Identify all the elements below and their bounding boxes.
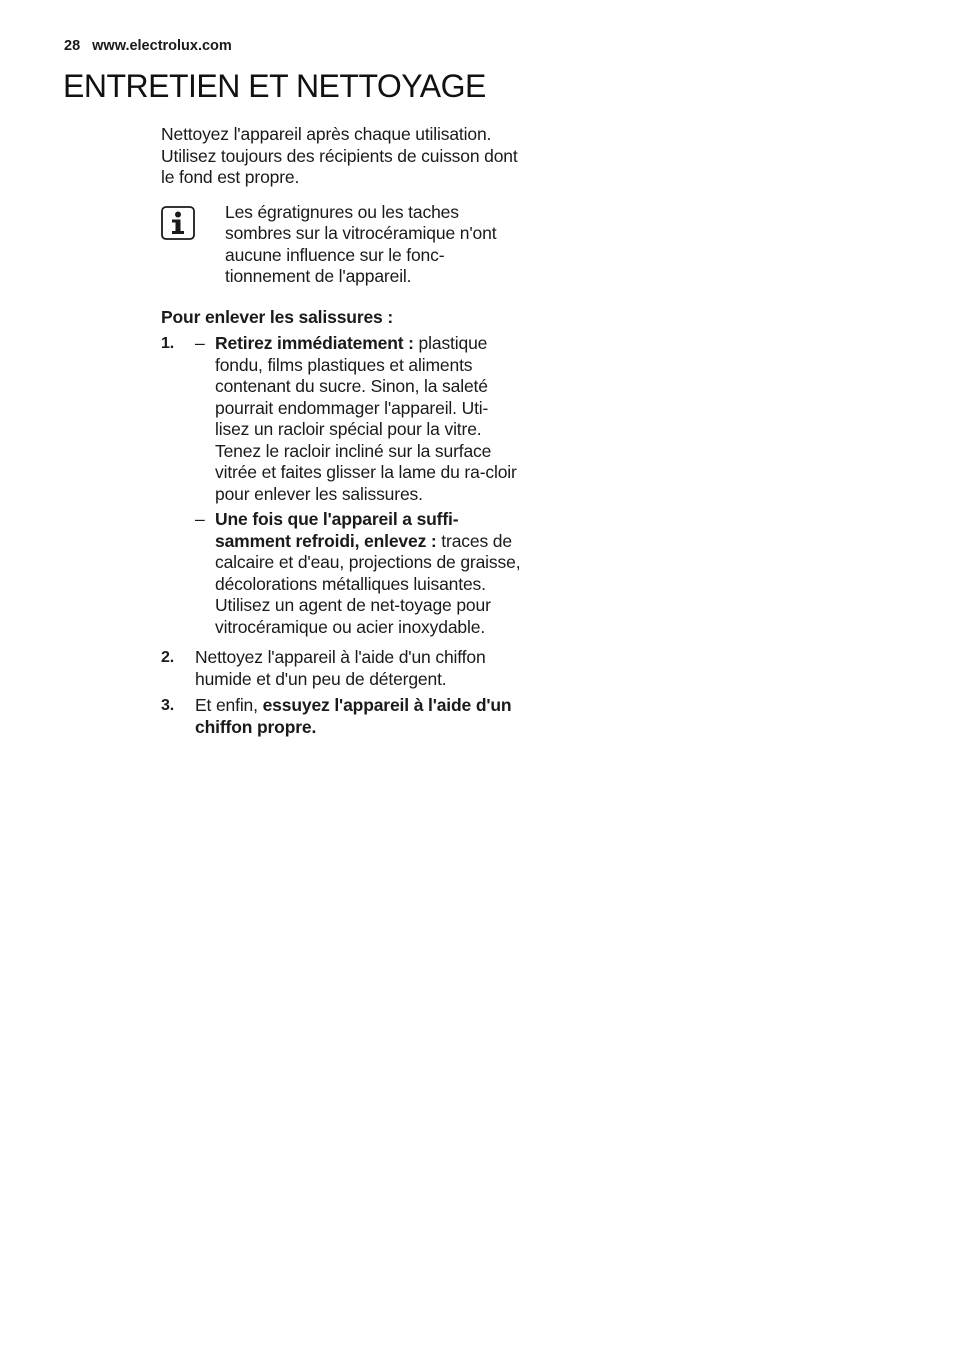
page-number: 28 (64, 38, 81, 54)
step-body (195, 695, 521, 738)
step-number: 2. (161, 649, 175, 666)
section-heading: Pour enlever les salissures : (161, 306, 394, 327)
page-title: ENTRETIEN ET NETTOYAGE (63, 68, 486, 104)
sub-item-text (215, 333, 521, 505)
dash-bullet: – (195, 333, 205, 353)
step-number: 1. (161, 335, 175, 352)
page-header (64, 38, 232, 54)
dash-bullet: – (195, 509, 205, 529)
step-number: 3. (161, 697, 175, 714)
sub-item-text (215, 509, 521, 638)
info-note (161, 202, 521, 288)
sub-item-body: traces de calcaire et d'eau, projections de graisse, décolorations métalliques luisantes. Utilisez un agent de net-toyage pour vitrocéramique ou acier inoxydable. (215, 530, 521, 637)
info-icon (161, 206, 195, 240)
sub-item-bold: Retirez immédiatement : (215, 333, 414, 353)
step-1-sub-item-2 (195, 509, 521, 638)
intro-paragraph: Nettoyez l'appareil après chaque utilisation. Utilisez toujours des récipients de cuisson dont le fond est propre. (161, 124, 518, 187)
sub-item-bold: Une fois que l'appareil a suffi-samment refroidi, enlevez : (215, 509, 459, 551)
step-body (195, 333, 521, 642)
step-text: Et enfin, (195, 695, 263, 715)
step-3 (161, 695, 521, 738)
step-1 (161, 333, 521, 642)
step-text: Nettoyez l'appareil à l'aide d'un chiffon humide et d'un peu de détergent. (195, 647, 486, 689)
step-2 (161, 647, 521, 690)
step-1-sub-item-1 (195, 333, 521, 505)
note-text: Les égratignures ou les taches sombres sur la vitrocéramique n'ont aucune influence sur le fonc-tionnement de l'appareil. (225, 201, 497, 286)
main-content (161, 124, 521, 743)
step-bold-text: essuyez l'appareil à l'aide d'un chiffon propre. (195, 695, 512, 737)
sub-item-body: plastique fondu, films plastiques et aliments contenant du sucre. Sinon, la saleté pourrait endommager l'appareil. Uti-lisez un racloir spécial pour la vitre. Tenez le racloir incliné sur la surface vitrée et faites glisser la lame du ra-cloir pour enlever les salissures. (215, 333, 517, 504)
website-url[interactable]: www.electrolux.com (92, 38, 232, 54)
